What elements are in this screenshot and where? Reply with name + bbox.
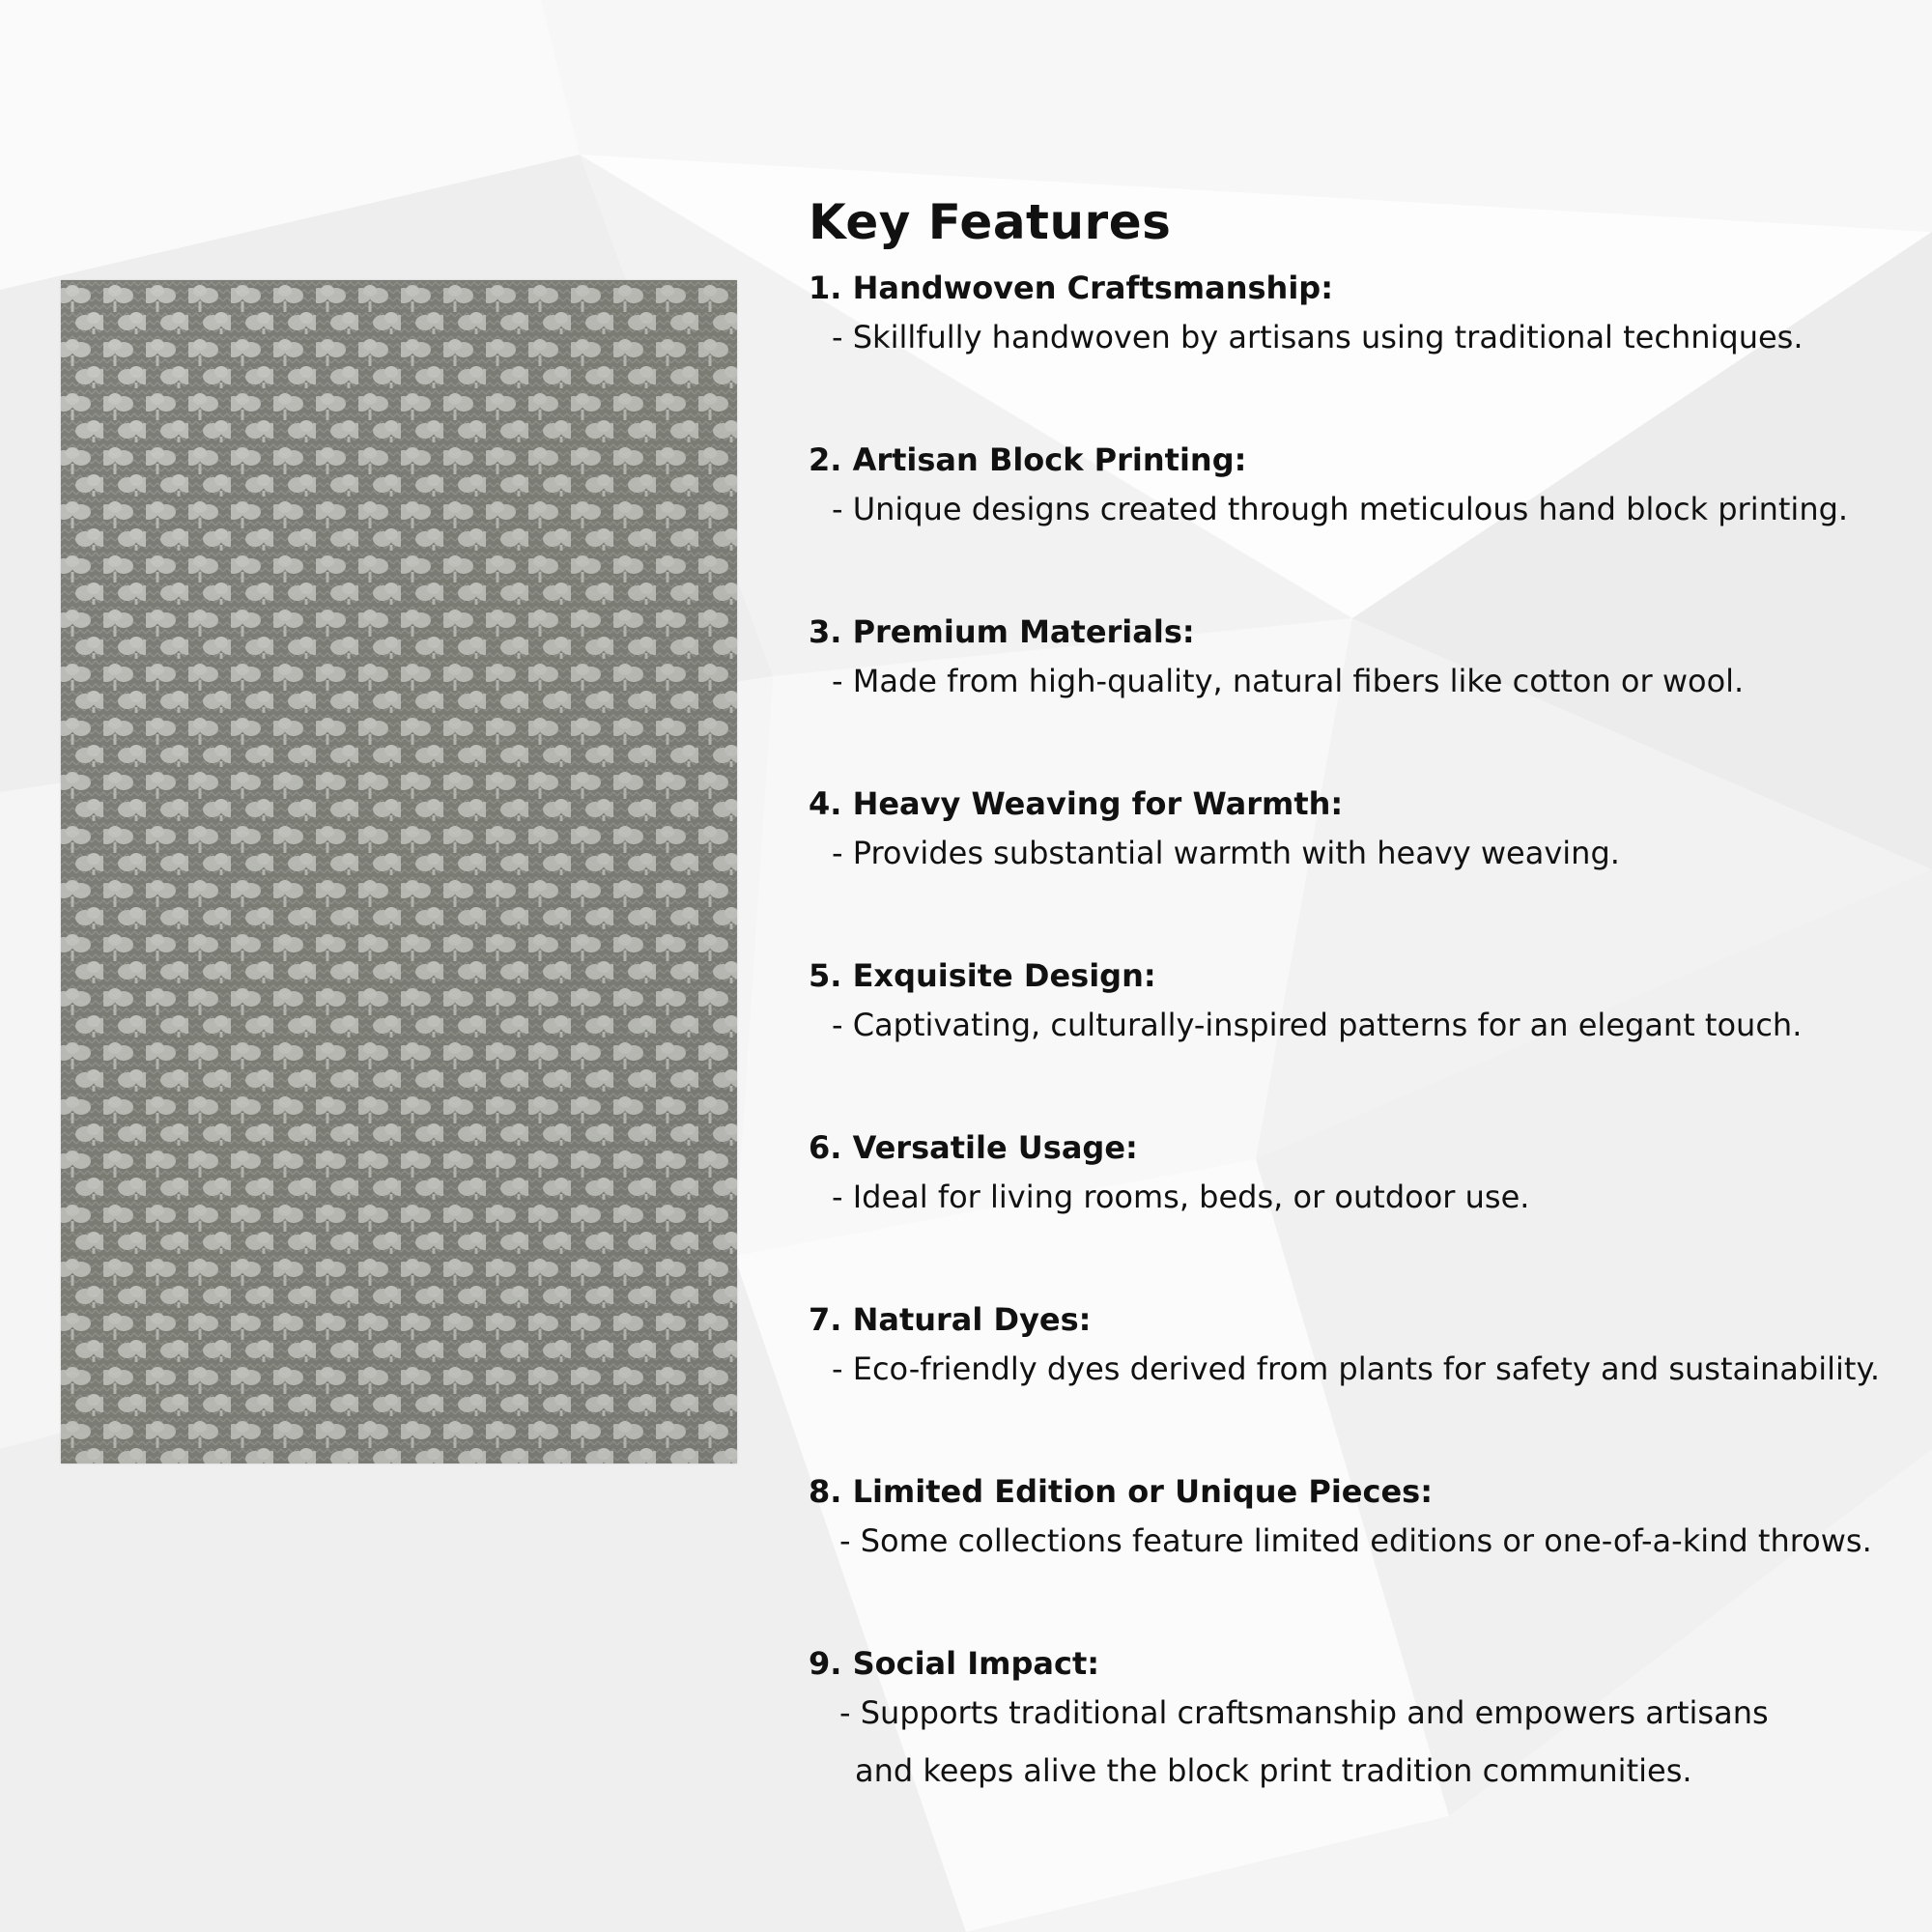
feature-item xyxy=(809,1299,1910,1471)
feature-description: - Eco-friendly dyes derived from plants for safety and sustainability. xyxy=(832,1350,1880,1387)
feature-item xyxy=(809,1471,1910,1643)
feature-title: 5. Exquisite Design: xyxy=(809,957,1156,994)
feature-description: - Made from high-quality, natural fibers like cotton or wool. xyxy=(832,663,1745,699)
feature-item xyxy=(809,440,1910,611)
feature-description-line2: and keeps alive the block print tradition communities. xyxy=(855,1752,1692,1789)
feature-description: - Captivating, culturally-inspired patterns for an elegant touch. xyxy=(832,1007,1803,1043)
key-features-panel xyxy=(809,188,1910,1815)
feature-description: - Some collections feature limited editions or one-of-a-kind throws. xyxy=(839,1522,1872,1559)
feature-item xyxy=(809,955,1910,1127)
feature-description: - Provides substantial warmth with heavy weaving. xyxy=(832,835,1620,871)
feature-description-line1: - Supports traditional craftsmanship and empowers artisans xyxy=(839,1694,1769,1731)
feature-title: 2. Artisan Block Printing: xyxy=(809,441,1247,478)
fabric-swatch-image xyxy=(61,280,737,1463)
page-title: Key Features xyxy=(809,194,1172,250)
feature-title: 6. Versatile Usage: xyxy=(809,1129,1138,1166)
feature-item xyxy=(809,1127,1910,1299)
feature-title: 3. Premium Materials: xyxy=(809,613,1195,650)
feature-description: - Unique designs created through meticulous hand block printing. xyxy=(832,491,1849,527)
feature-title: 8. Limited Edition or Unique Pieces: xyxy=(809,1473,1433,1510)
feature-description: - Ideal for living rooms, beds, or outdoor use. xyxy=(832,1179,1530,1215)
feature-title: 1. Handwoven Craftsmanship: xyxy=(809,270,1333,306)
feature-item xyxy=(809,611,1910,783)
feature-title: 7. Natural Dyes: xyxy=(809,1301,1092,1338)
feature-description: - Skillfully handwoven by artisans using traditional techniques. xyxy=(832,319,1804,355)
feature-description xyxy=(809,1684,1910,1800)
feature-item xyxy=(809,1643,1910,1815)
feature-title: 4. Heavy Weaving for Warmth: xyxy=(809,785,1344,822)
feature-title: 9. Social Impact: xyxy=(809,1645,1100,1682)
feature-item xyxy=(809,268,1910,440)
feature-item xyxy=(809,783,1910,955)
